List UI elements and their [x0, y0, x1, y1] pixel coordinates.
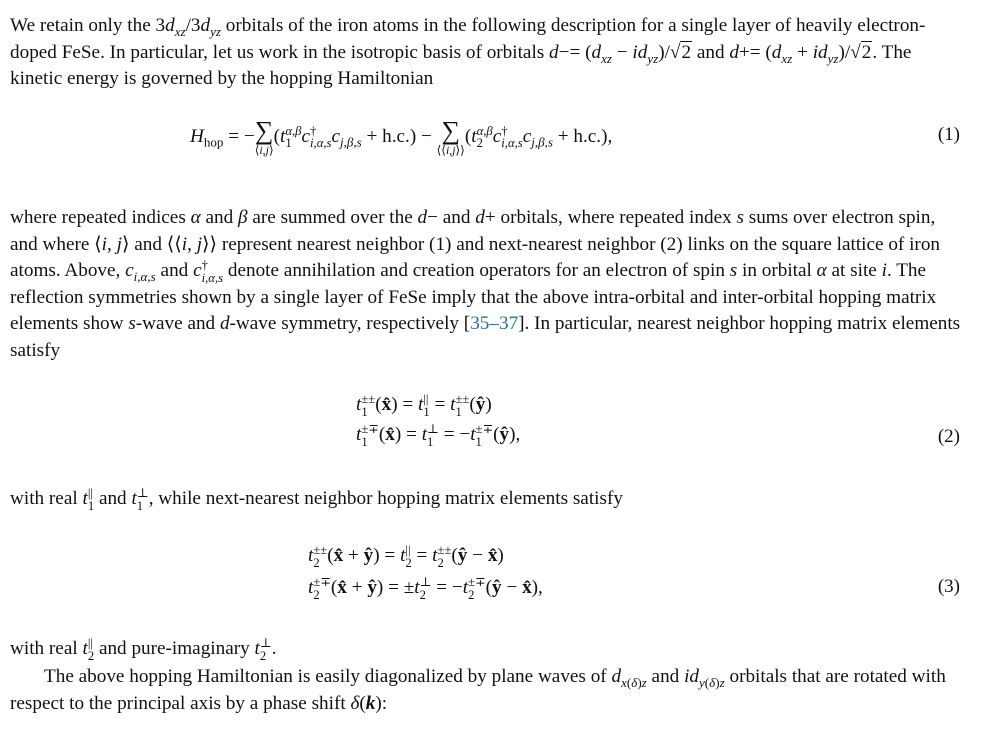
text-run: sums over electron spin, and where	[10, 207, 936, 255]
text-run: and	[692, 41, 730, 63]
text-run: and	[155, 260, 194, 281]
text-run: ]. In particular, nearest neighbor hopping matrix elements satisfy	[10, 313, 961, 361]
text-run: and	[200, 207, 238, 228]
paragraph-real-imag: with real t || 2 and pure-imaginary t ⊥ 2 .	[10, 635, 277, 663]
equation-number: (2)	[937, 426, 960, 447]
text-run: with real	[10, 638, 83, 659]
equation-hamiltonian: $H_{hop}$ = − ∑ ⟨i,j⟩ (t α,β 1 c † i,α,s $c_{j,\beta,s} + h.c$.) − ∑ ⟨⟨i,j⟩⟩ (t α,β 2 c † i,α,s $c_{j,\beta,s} + h.c$.),	[190, 116, 613, 157]
text-run: The above hopping Hamiltonian is easily diagonalized by plane waves of	[44, 666, 612, 687]
text-run: where repeated indices	[10, 207, 191, 228]
text-run: and	[129, 233, 167, 255]
text-run: . The kinetic energy is governed by the hopping Hamiltonian	[10, 41, 912, 89]
text-run: and	[646, 666, 685, 687]
text-run: denote annihilation and creation operators for an electron of spin	[223, 260, 730, 281]
text-run: , while next-nearest neighbor hopping matrix elements satisfy	[148, 488, 623, 509]
equation-nn-hopping: t ±± 1 (x̂) = t || 1 = t ±± 1 (ŷ) t ±∓ 1 (x̂) = t ⊥ 1 = −t ±∓ 1 (ŷ),	[356, 391, 521, 449]
citation-link[interactable]: 35–37	[470, 313, 519, 334]
paragraph-intro: We retain only the $3d_{xz}/3d_{yz}$ orbitals of the iron atoms in the following description for a single layer of heavily electron-doped FeSe. In particular, let us work in the isotropic basis of orbitals $d-= (d_{xz} - id_{yz})/√2$ and $d+= (d_{xz} + id_{yz})/√2$. The kinetic energy is governed by the hopping Hamiltonian	[10, 15, 926, 89]
text-run: and	[94, 488, 132, 509]
equation-nnn-hopping: t ±± 2 (x̂ + ŷ) = t || 2 = t ±± 2 (ŷ − x̂) t ±∓ 2 (x̂ + ŷ) = ±t ⊥ 2 = −t ±∓ 2 (ŷ − x̂),	[308, 542, 543, 602]
text-run: and	[437, 207, 476, 228]
paragraph-description: where repeated indices α and β are summed over the d− and d+ orbitals, where repeated index s sums over electron spin, and where ⟨i, j⟩ and ⟨⟨i, j⟩⟩ represent nearest neighbor (1) and next-nearest neighbor (2) links on the square lattice of iron atoms. Above, $c_{i,\alpha,s}$ and c † i,α,s denote annihilation and creation operators for an electron of spin s in orbital α at site i. The reflection symmetries shown by a single layer of FeSe imply that the above intra-orbital and inter-orbital hopping matrix elements show s-wave and d-wave symmetry, respectively [35–37]. In particular, nearest neighbor hopping matrix elements satisfy	[10, 207, 961, 361]
text-run: . The reflection symmetries shown by a single layer of FeSe imply that the above intra-orbital and inter-orbital hopping matrix elements show	[10, 260, 937, 334]
text-run: in orbital	[737, 260, 817, 281]
text-run: at site	[826, 260, 882, 281]
text-run: -wave symmetry, respectively [	[229, 313, 471, 334]
text-run: orbitals that are rotated with respect to the principal axis by a phase shift	[10, 666, 946, 714]
text-run: and pure-imaginary	[94, 638, 255, 659]
text-run: orbitals of the iron atoms in the following description for a single layer of heavily electron-doped FeSe. In particular, let us work in the isotropic basis of orbitals	[10, 15, 926, 63]
equation-number: (3)	[937, 576, 960, 597]
paragraph-nnn-intro: with real t || 1 and t ⊥ 1 , while next-nearest neighbor hopping matrix elements satisfy	[10, 485, 623, 513]
text-run: .	[271, 638, 277, 659]
text-run: with real	[10, 488, 83, 509]
text-run: We retain only the	[10, 15, 156, 36]
text-run: -wave and	[135, 313, 220, 334]
paragraph-diagonalization: The above hopping Hamiltonian is easily diagonalized by plane waves of $d_{x(\delta)z}$ and $id_{y(\delta)z}$ orbitals that are rotated with respect to the principal axis by a phase shift δ(k):	[10, 666, 946, 714]
text-run: represent nearest neighbor (1) and next-nearest neighbor (2) links on the square lattice of iron atoms. Above,	[10, 233, 941, 281]
text-run: orbitals, where repeated index	[495, 207, 737, 228]
equation-number: (1)	[937, 124, 960, 145]
text-run: are summed over the	[247, 207, 418, 228]
